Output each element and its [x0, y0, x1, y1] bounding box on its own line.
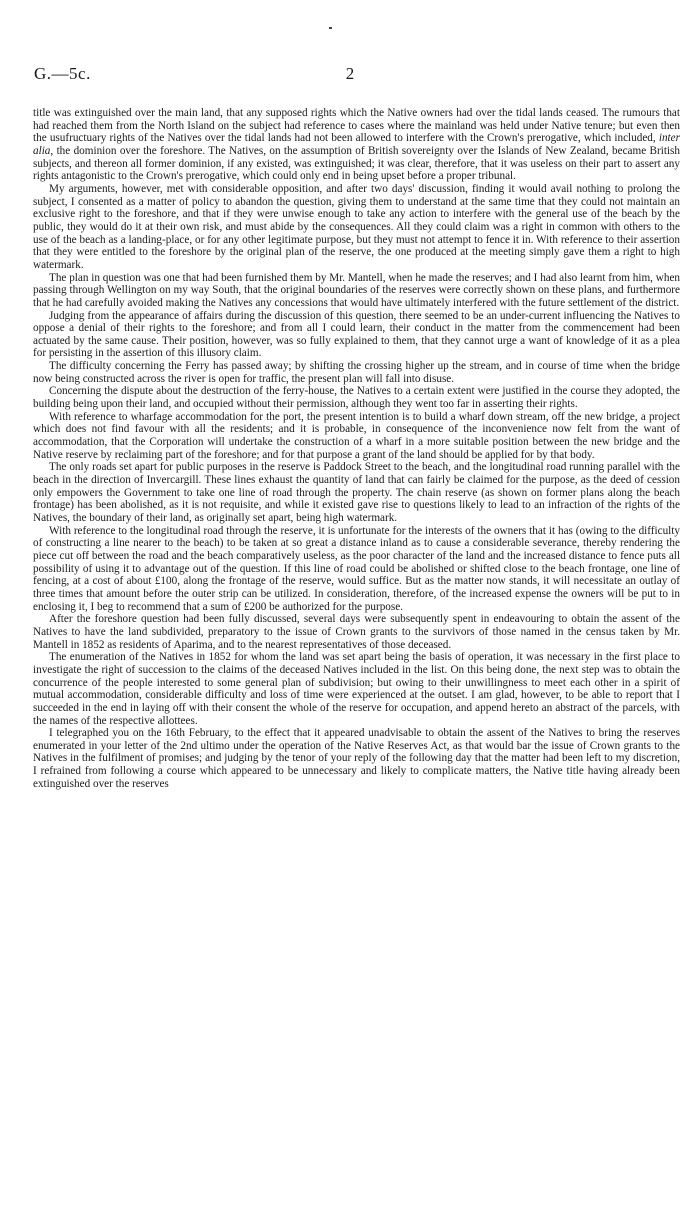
body-text	[33, 107, 680, 790]
paragraph-9: With reference to the longitudinal road through the reserve, it is unfortunate for the interests of the owners that it has (owing to the difficulty of constructing a line nearer to the beach) to be taken at so great a distance inland as to cause a considerable severance, thereby rendering the piece cut off between the road and the beach comparatively useless, as the poor character of the land and the increased distance to fence puts all possibility of using it to advantage out of the question. If this line of road could be abolished or shifted close to the beach frontage, one line of fencing, at a cost of about £100, along the frontage of the reserve, would suffice. But as the matter now stands, it will necessitate an outlay of three times that amount before the outer strip can be utilized. In consideration, therefore, of the increased expense the owners will be put to in enclosing it, I beg to recommend that a sum of £200 be authorized for the purpose.	[33, 524, 680, 613]
paragraph-7: With reference to wharfage accommodation for the port, the present intention is to build a wharf down stream, off the new bridge, a project which does not find favour with all the residents; and it is probable, in consequence of the inconvenience now felt from the want of accommodation, that the Corporation will undertake the construction of a wharf in a more suitable position between the new bridge and the Native reserve by reclaiming part of the foreshore; and for that purpose a grant of the land should be applied for by that body.	[33, 410, 680, 461]
paragraph-2: My arguments, however, met with considerable opposition, and after two days' discussion, finding it would avail nothing to prolong the subject, I consented as a matter of policy to abandon the question, giving them to understand at the same time that they could not maintain an exclusive right to the foreshore, and that if they were unwise enough to take any action to interfere with the general use of the beach by the public, they would do it at their own risk, and must abide by the consequences. All they could claim was a right in common with others to the use of the beach as a landing-place, or for any other legitimate purpose, but they must not attempt to fence it in. With reference to their assertion that they were entitled to the foreshore by the original plan of the reserve, the one produced at the meeting simply gave them a right to high watermark.	[33, 182, 680, 271]
paragraph-3: The plan in question was one that had been furnished them by Mr. Mantell, when he made the reserves; and I had also learnt from him, when passing through Wellington on my way South, that the original boundaries of the reserves were correctly shown on these plans, and furthermore that he had carefully avoided making the Natives any concessions that would have ultimately interfered with the future settlement of the district.	[33, 271, 680, 309]
paragraph-11: The enumeration of the Natives in 1852 for whom the land was set apart being the basis of operation, it was necessary in the first place to investigate the right of succession to the claims of the deceased Natives included in the list. On this being done, the next step was to obtain the concurrence of the people interested to some general plan of subdivision; but owing to their unwillingness to meet each other in a spirit of mutual accommodation, considerable difficulty and loss of time were experienced at the outset. I am glad, however, to be able to report that I succeeded in the end in laying off with their consent the whole of the reserve for occupation, and append hereto an abstract of the parcels, with the names of the respective allottees.	[33, 651, 680, 727]
paragraph-6: Concerning the dispute about the destruction of the ferry-house, the Natives to a certain extent were justified in the course they adopted, the building being upon their land, and occupied without their permission, although they went too far in asserting their rights.	[33, 385, 680, 411]
paragraph-12: I telegraphed you on the 16th February, to the effect that it appeared unadvisable to obtain the assent of the Natives to bring the reserves enumerated in your letter of the 2nd ultimo under the operation of the Native Reserves Act, as that would bar the issue of Crown grants to the Natives in the fulfilment of promises; and judging by the tenor of your reply of the following day that the matter had been left to my discretion, I refrained from following a course which appeared to be unnecessary and likely to complicate matters, the Native title having already been extinguished over the reserves	[33, 727, 680, 790]
page-header	[34, 64, 666, 86]
paragraph-4: Judging from the appearance of affairs during the discussion of this question, there seemed to be an under-current influencing the Natives to oppose a denial of their rights to the foreshore; and from all I could learn, their conduct in the matter from the commencement had been actuated by the same cause. Their position, however, was so fully explained to them, that they cannot urge a want of knowledge of it as a plea for persisting in the assertion of this illusory claim.	[33, 309, 680, 360]
paragraph-10: After the foreshore question had been fully discussed, several days were subsequently spent in endeavouring to obtain the assent of the Natives to have the land subdivided, preparatory to the issue of Crown grants to the survivors of those named in the census taken by Mr. Mantell in 1852 as residents of Aparima, and to the nearest representatives of those deceased.	[33, 613, 680, 651]
paragraph-5: The difficulty concerning the Ferry has passed away; by shifting the crossing higher up the stream, and in course of time when the bridge now being constructed across the river is open for traffic, the present plan will fall into disuse.	[33, 360, 680, 385]
page-mark	[329, 27, 332, 29]
page-number: 2	[345, 64, 355, 83]
document-reference: G.—5c.	[34, 64, 91, 83]
paragraph-8: The only roads set apart for public purposes in the reserve is Paddock Street to the beach, and the longitudinal road running parallel with the beach in the direction of Invercargill. These lines exhaust the quantity of land that can fairly be claimed for the purpose, as the deed of cession only empowers the Government to take one line of road through the property. The chain reserve (as shown on former plans along the beach frontage) has been abolished, as it is not requisite, and while it existed gave rise to questions likely to lead to an infraction of the rights of the Natives, the boundary of their land, as originally set apart, being high watermark.	[33, 461, 680, 524]
paragraph-1: title was extinguished over the main land, that any supposed rights which the Native owners had over the tidal lands ceased. The rumours that had reached them from the North Island on the subject had reference to cases where the mainland was held under Native tenure; but even then the usufructuary rights of the Natives over the tidal lands had not been allowed to interfere with the Crown's prerogative, which included, inter alia, the dominion over the foreshore. The Natives, on the assumption of British sovereignty over the Islands of New Zealand, became British subjects, and thereon all former dominion, if any existed, was extinguished; it was clear, therefore, that it was useless on their part to assert any rights antagonistic to the Crown's prerogative, which could only end in being upset before a proper tribunal.	[33, 107, 680, 183]
latin-phrase: inter alia	[33, 132, 680, 157]
